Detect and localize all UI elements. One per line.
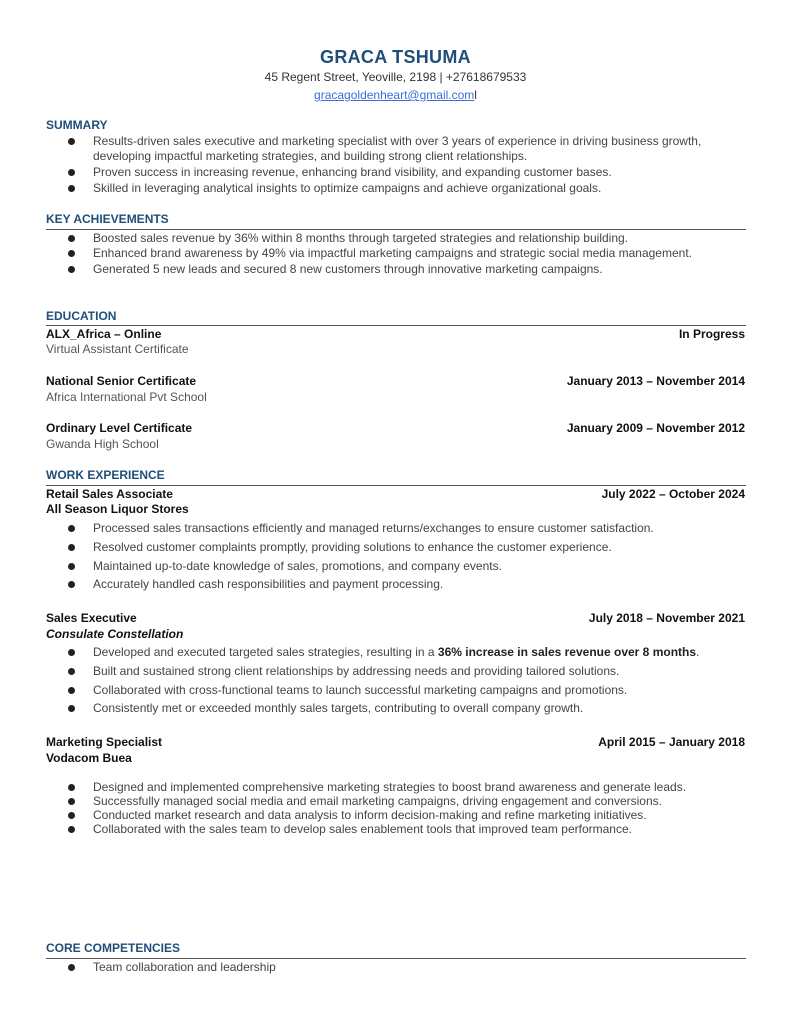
achievement-item: Enhanced brand awareness by 49% via impactful marketing campaigns and strategic social media management. [68, 246, 748, 261]
job-duty: Collaborated with cross-functional teams to launch successful marketing campaigns and promotions. [68, 683, 748, 698]
job-duty: Maintained up-to-date knowledge of sales, promotions, and company events. [68, 559, 748, 574]
summary-item: Proven success in increasing revenue, enhancing brand visibility, and expanding customer bases. [68, 165, 748, 180]
summary-item: Results-driven sales executive and marketing specialist with over 3 years of experience in driving business growth, developing impactful marketing strategies, and building strong client relationships. [68, 134, 748, 164]
job-duty: Consistently met or exceeded monthly sales targets, contributing to overall company growth. [68, 701, 748, 716]
job-title: Retail Sales Associate [46, 487, 173, 501]
section-divider [46, 958, 746, 959]
work-heading: WORK EXPERIENCE [46, 468, 165, 482]
competencies-heading: CORE COMPETENCIES [46, 941, 181, 955]
job-date: July 2022 – October 2024 [601, 487, 745, 501]
job-duty: Successfully managed social media and email marketing campaigns, driving engagement and conversions. [68, 794, 748, 809]
section-divider [46, 325, 746, 326]
education-title: ALX_Africa – Online [46, 327, 162, 341]
competency-item: Team collaboration and leadership [68, 960, 748, 975]
summary-heading: SUMMARY [46, 118, 108, 132]
job-duty: Resolved customer complaints promptly, providing solutions to enhance the customer experience. [68, 540, 748, 555]
section-divider [46, 229, 746, 230]
email-suffix: l [474, 88, 477, 102]
education-detail: Gwanda High School [46, 437, 159, 451]
job-duty: Collaborated with the sales team to develop sales enablement tools that improved team performance. [68, 822, 748, 837]
education-detail: Africa International Pvt School [46, 390, 207, 404]
education-date: January 2009 – November 2012 [566, 421, 745, 435]
candidate-name: GRACA TSHUMA [320, 47, 471, 67]
education-detail: Virtual Assistant Certificate [46, 342, 189, 356]
job-company: All Season Liquor Stores [46, 502, 189, 516]
education-date: In Progress [678, 327, 745, 341]
education-title: National Senior Certificate [46, 374, 197, 388]
education-date: January 2013 – November 2014 [566, 374, 745, 388]
email-link[interactable]: gracagoldenheart@gmail.com [314, 88, 475, 102]
job-company: Vodacom Buea [46, 751, 132, 765]
job-company: Consulate Constellation [46, 627, 184, 641]
section-divider [46, 485, 746, 486]
achievements-heading: KEY ACHIEVEMENTS [46, 212, 169, 226]
job-date: April 2015 – January 2018 [598, 735, 745, 749]
education-title: Ordinary Level Certificate [46, 421, 193, 435]
achievement-item: Boosted sales revenue by 36% within 8 months through targeted strategies and relationship building. [68, 231, 748, 246]
job-duty: Conducted market research and data analysis to inform decision-making and refine marketing initiatives. [68, 808, 748, 823]
email-line [0, 88, 791, 102]
job-duty: Designed and implemented comprehensive marketing strategies to boost brand awareness and generate leads. [68, 780, 748, 795]
summary-item: Skilled in leveraging analytical insights to optimize campaigns and achieve organizational goals. [68, 181, 748, 196]
job-date: July 2018 – November 2021 [588, 611, 745, 625]
achievement-item: Generated 5 new leads and secured 8 new customers through innovative marketing campaigns. [68, 262, 748, 277]
job-duty: Accurately handled cash responsibilities and payment processing. [68, 577, 748, 592]
job-title: Marketing Specialist [46, 735, 163, 749]
job-duty: Processed sales transactions efficiently and managed returns/exchanges to ensure customer satisfaction. [68, 521, 748, 536]
job-title: Sales Executive [46, 611, 137, 625]
job-duty: Developed and executed targeted sales strategies, resulting in a 36% increase in sales revenue over 8 months. [68, 645, 748, 660]
education-heading: EDUCATION [46, 309, 117, 323]
contact-line: 45 Regent Street, Yeoville, 2198 | +27618679533 [264, 70, 527, 84]
job-duty: Built and sustained strong client relationships by addressing needs and providing tailored solutions. [68, 664, 748, 679]
